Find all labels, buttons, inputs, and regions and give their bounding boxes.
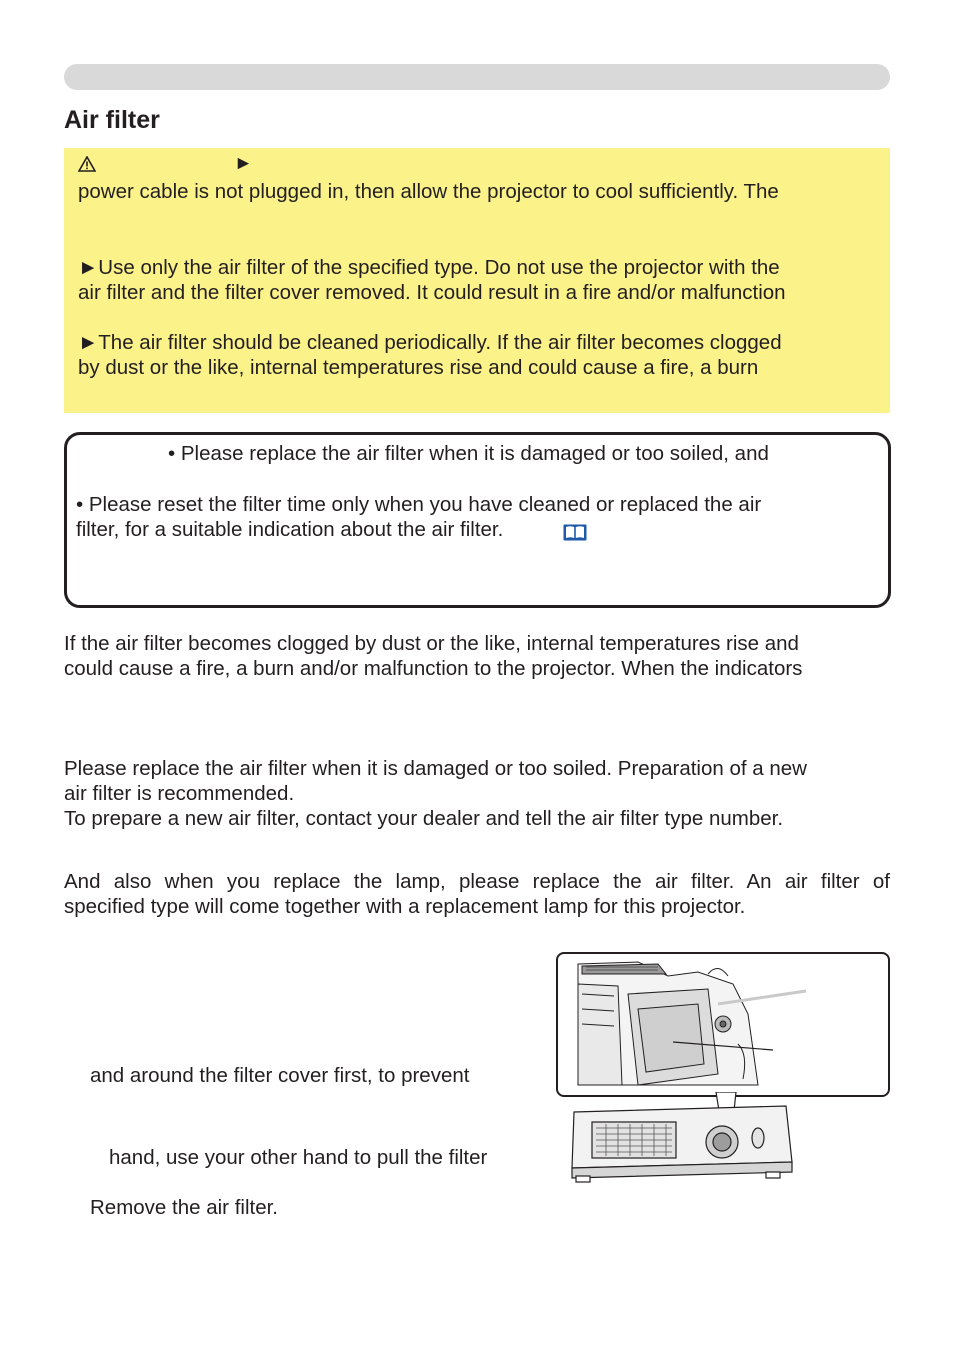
header-bar: [64, 64, 890, 90]
step-text-3: Remove the air filter.: [90, 1196, 278, 1219]
warning-line-3: air filter and the filter cover removed. It could result in a fire and/or malfunction: [78, 281, 786, 304]
step-text-1: and around the filter cover first, to prevent: [90, 1064, 470, 1087]
section-title: Air filter: [64, 106, 160, 134]
body-p1-line-1: If the air filter becomes clogged by dust or the like, internal temperatures rise and: [64, 632, 799, 655]
warning-triangle-icon: [78, 156, 96, 172]
body-p1-line-2: could cause a fire, a burn and/or malfunction to the projector. When the indicators: [64, 657, 803, 680]
body-p3-line-1: And also when you replace the lamp, please replace the air filter. An air filter of: [64, 870, 890, 893]
body-p2-line-1: Please replace the air filter when it is damaged or too soiled. Preparation of a new: [64, 757, 807, 780]
projector-illustration: [566, 1092, 796, 1184]
step-text-2: hand, use your other hand to pull the filter: [109, 1146, 488, 1169]
filter-cover-closeup-figure: [556, 952, 890, 1097]
warning-line-1: power cable is not plugged in, then allow the projector to cool sufficiently. The: [78, 180, 779, 203]
body-p3-line-2: specified type will come together with a replacement lamp for this projector.: [64, 895, 746, 918]
note-line-3: filter, for a suitable indication about the air filter.: [76, 518, 504, 541]
book-reference-icon[interactable]: [563, 524, 587, 541]
body-p2-line-3: To prepare a new air filter, contact your dealer and tell the air filter type number.: [64, 807, 784, 830]
note-line-2: • Please reset the filter time only when you have cleaned or replaced the air: [76, 493, 762, 516]
warning-line-4: ►The air filter should be cleaned periodically. If the air filter becomes clogged: [78, 331, 782, 354]
note-line-1: • Please replace the air filter when it is damaged or too soiled, and: [168, 442, 769, 465]
warning-line-2: ►Use only the air filter of the specified type. Do not use the projector with the: [78, 256, 780, 279]
warning-arrow: ►: [234, 153, 253, 174]
body-p2-line-2: air filter is recommended.: [64, 782, 295, 805]
warning-line-5: by dust or the like, internal temperatures rise and could cause a fire, a burn: [78, 356, 759, 379]
filter-cover-closeup-illustration: [558, 954, 888, 1095]
